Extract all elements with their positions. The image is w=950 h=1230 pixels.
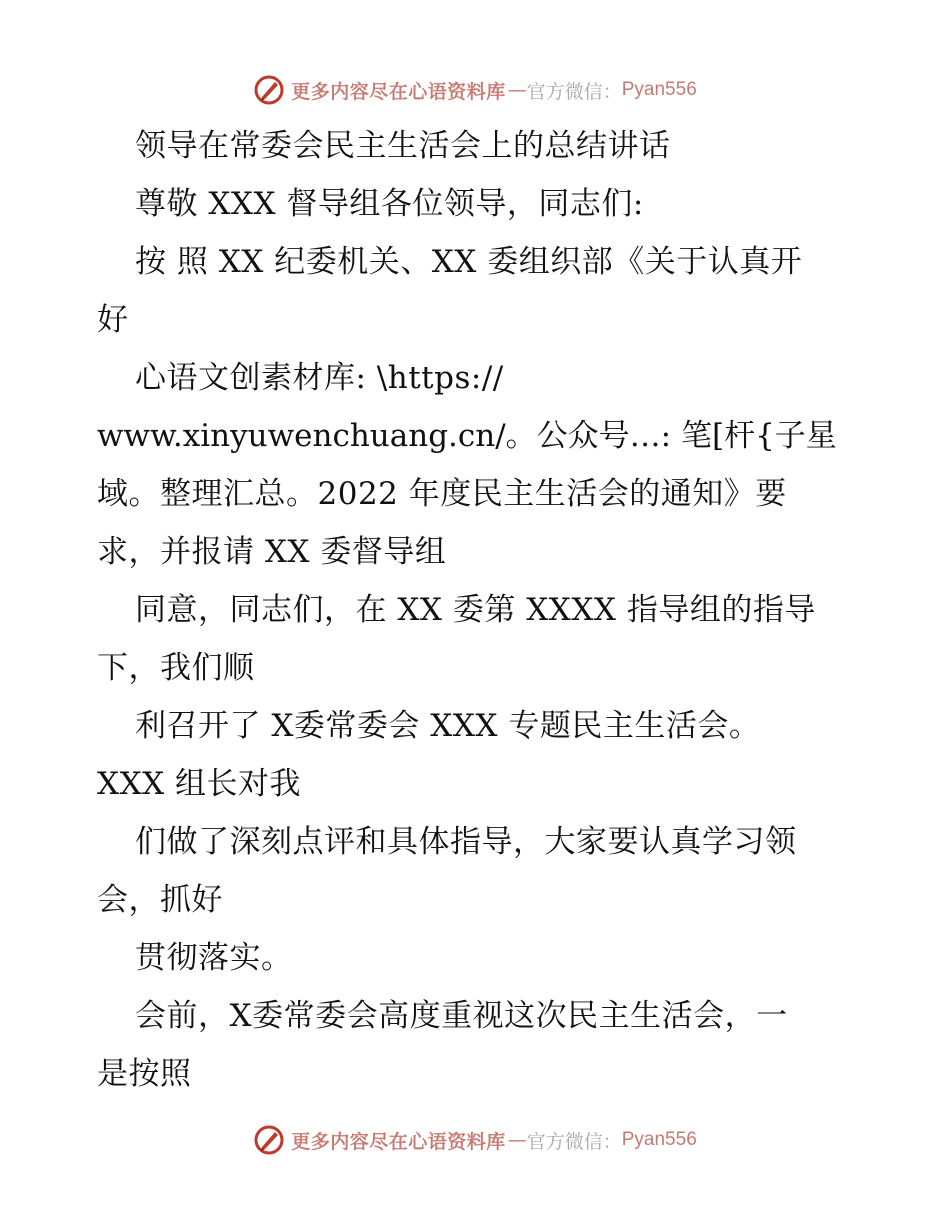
paragraph-line: 同意，同志们，在 XX 委第 XXXX 指导组的指导: [135, 592, 816, 628]
paragraph-line: www.xinyuwenchuang.cn/。公众号…: 笔[杆{子星: [97, 418, 837, 454]
header-watermark: [0, 70, 950, 110]
banner-wechat-handle: Pyan556: [621, 1129, 697, 1150]
document-body: [97, 117, 857, 1103]
paragraph-line: 心语文创素材库: \https://: [135, 360, 504, 396]
pen-logo-icon: [253, 74, 285, 106]
paragraph-line: 好: [97, 302, 129, 338]
banner-wechat-label: 官方微信：: [526, 80, 622, 103]
paragraph-line: 是按照: [97, 1056, 192, 1092]
paragraph-line: 们做了深刻点评和具体指导，大家要认真学习领: [135, 824, 797, 860]
paragraph-line: 利召开了 X委常委会 XXX 专题民主生活会。: [135, 708, 761, 744]
document-title: 领导在常委会民主生活会上的总结讲话: [135, 128, 671, 164]
banner-separator: —: [507, 1129, 525, 1151]
paragraph-line: XXX 组长对我: [97, 766, 302, 802]
paragraph-line: 会，抓好: [97, 882, 223, 918]
footer-watermark: [0, 1120, 950, 1160]
banner-wechat-handle: Pyan556: [621, 79, 697, 100]
pen-logo-icon: [253, 1124, 285, 1156]
salutation-line: 尊敬 XXX 督导组各位领导，同志们:: [135, 186, 644, 222]
paragraph-line: 下，我们顺: [97, 650, 255, 686]
banner-promo-text: 更多内容尽在心语资料库: [291, 1130, 506, 1153]
banner-wechat-label: 官方微信：: [526, 1130, 622, 1153]
paragraph-line: 贯彻落实。: [135, 940, 293, 976]
banner-separator: —: [507, 79, 525, 101]
paragraph-line: 求，并报请 XX 委督导组: [97, 534, 447, 570]
paragraph-line: 按 照 XX 纪委机关、XX 委组织部《关于认真开: [135, 244, 803, 280]
banner-promo-text: 更多内容尽在心语资料库: [291, 80, 506, 103]
paragraph-line: 会前，X委常委会高度重视这次民主生活会，一: [135, 998, 788, 1034]
paragraph-line: 域。整理汇总。2022 年度民主生活会的通知》要: [97, 476, 787, 512]
